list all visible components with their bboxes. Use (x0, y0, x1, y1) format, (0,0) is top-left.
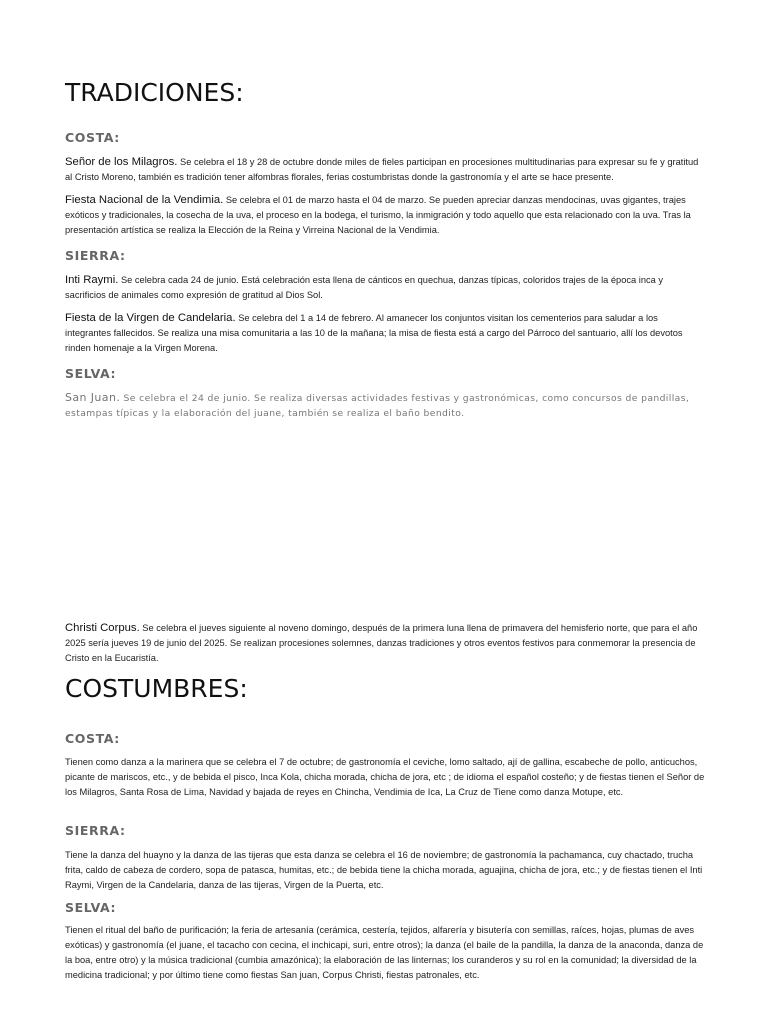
tradicion-text: Se celebra el 24 de junio. Se realiza diversas actividades festivas y gastronómicas, como concursos de pandillas, estampas típicas y la elaboración del juane, también se realiza el baño bendito. (65, 393, 690, 419)
tradicion-text: Se celebra cada 24 de junio. Está celebración esta llena de cánticos en quechua, danzas típicas, coloridos trajes de la época inca y sacrificios de animales como expresión de gratitud al Dios Sol. (65, 275, 664, 300)
costumbres-sierra-heading: SIERRA: (65, 823, 126, 838)
tradicion-title: Señor de los Milagros. (65, 156, 178, 168)
costumbre-costa-text: Tienen como danza a la marinera que se celebra el 7 de octubre; de gastronomía el ceviche, lomo saltado, ají de gallina, escabeche de pollo, anticuchos, picante de mariscos, etc., y de bebida el pisco, Inca Kola, chicha morada, chicha de jora, etc ; de idioma el español costeño; y de fiestas tienen el Señor de los Milagros, Santa Rosa de Lima, Navidad y bajada de reyes en Chincha, Vendimia de Ica, La Cruz de Tiene como danza Motupe, etc. (65, 757, 705, 797)
tradicion-title: San Juan. (65, 391, 121, 404)
tradicion-title: Christi Corpus. (65, 622, 140, 634)
tradiciones-title: TRADICIONES: (65, 78, 244, 107)
tradiciones-selva-heading: SELVA: (65, 366, 117, 381)
costumbres-selva-heading: SELVA: (65, 900, 117, 915)
tradicion-vendimia (65, 193, 705, 238)
tradicion-title: Inti Raymi. (65, 274, 119, 286)
costumbre-sierra-text: Tiene la danza del huayno y la danza de las tijeras que esta danza se celebra el 16 de noviembre; de gastronomía la pachamanca, cuy chactado, trucha frita, caldo de cabeza de cordero, sopa de patasca, humitas, etc.; de bebida tiene la chicha morada, aguajina, chicha de jora, etc.; y de fiestas tienen el Inti Raymi, Virgen de la Candelaria, danza de las tijeras, Virgen de la Puerta, etc. (65, 850, 703, 890)
tradiciones-sierra-heading: SIERRA: (65, 248, 126, 263)
costumbres-title: COSTUMBRES: (65, 674, 248, 703)
tradicion-text: Se celebra el jueves siguiente al noveno domingo, después de la primera luna llena de primavera del hemisferio norte, que para el año 2025 sería jueves 19 de junio del 2025. Se realizan procesiones solemnes, danzas tradiciones y otros eventos festivos para conmemorar la presencia de Cristo en la Eucaristía. (65, 623, 698, 663)
tradicion-text: Se celebra el 01 de marzo hasta el 04 de marzo. Se pueden apreciar danzas mendocinas, uvas gigantes, trajes exóticos y tradicionales, la cosecha de la uva, el proceso en la bodega, el turismo, la inmigración y todo aquello que esta relacionado con la uva. Tras la presentación artística se realiza la Elección de la Reina y Virreina Nacional de la Vendimia. (65, 195, 691, 235)
tradicion-text: Se celebra el 18 y 28 de octubre donde miles de fieles participan en procesiones multitudinarias para expresar su fe y gratitud al Cristo Moreno, también es tradición tener alfombras florales, ferias costumbristas donde la gastronomía y el arte se hace presente. (65, 157, 699, 182)
tradicion-christi-corpus (65, 621, 705, 666)
tradicion-senor-de-los-milagros (65, 155, 705, 185)
tradicion-title: Fiesta Nacional de la Vendimia. (65, 194, 224, 206)
tradicion-inti-raymi (65, 273, 705, 303)
costumbres-costa-heading: COSTA: (65, 731, 120, 746)
tradicion-text: Se celebra del 1 a 14 de febrero. Al amanecer los conjuntos visitan los cementerios para saludar a los integrantes fallecidos. Se realiza una misa comunitaria a las 10 de la mañana; la misa de fiesta está a cargo del Párroco del santuario, allí los devotos rinden homenaje a la Virgen Morena. (65, 313, 683, 353)
tradicion-title: Fiesta de la Virgen de Candelaria. (65, 312, 236, 324)
tradicion-san-juan (65, 390, 705, 421)
tradicion-virgen-candelaria (65, 311, 705, 356)
costumbre-selva-text: Tienen el ritual del baño de purificación; la feria de artesanía (cerámica, cestería, tejidos, alfarería y bisutería con semillas, raíces, hojas, plumas de aves exóticas) y gastronomía (el juane, el tacacho con cecina, el inchicapi, suri, entre otros); la danza (el baile de la pandilla, la danza de la anaconda, danza de la boa, entre otro) y la música tradicional (cumbia amazónica); la elaboración de las linternas; los curanderos y su rol en la comunidad; la diversidad de la medicina tradicional; y por último tiene como fiestas San juan, Corpus Christi, fiestas patronales, etc. (65, 925, 704, 980)
tradiciones-costa-heading: COSTA: (65, 130, 120, 145)
